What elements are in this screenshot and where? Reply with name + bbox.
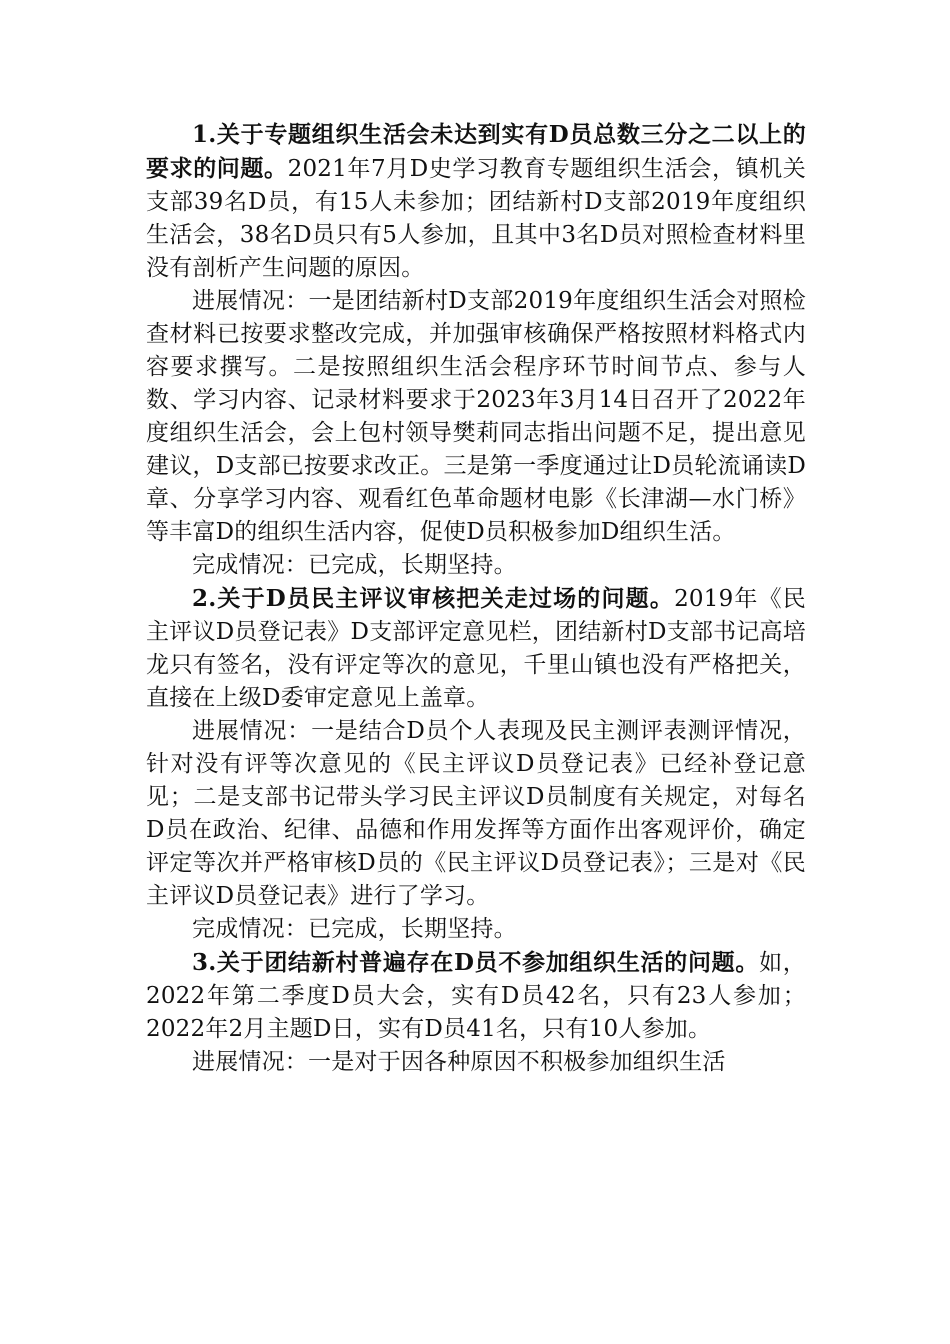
issue-2-completion-text: 完成情况：已完成，长期坚持。	[192, 916, 517, 942]
paragraph-issue-2	[146, 582, 806, 715]
issue-1-completion-text: 完成情况：已完成，长期坚持。	[192, 552, 517, 578]
issue-3-heading: 3.关于团结新村普遍存在D员不参加组织生活的问题。	[192, 949, 760, 976]
issue-3-text: 如，2022年第二季度D员大会，实有D员42名，只有23人参加；2022年2月主题D日，实有D员41名，只有10人参加。	[146, 950, 806, 1042]
issue-2-text: 2019年《民主评议D员登记表》D支部评定意见栏，团结新村D支部书记高培龙只有签名，没有评定等次的意见，千里山镇也没有严格把关，直接在上级D委审定意见上盖章。	[146, 586, 806, 711]
paragraph-issue-1-completion	[146, 549, 806, 582]
paragraph-issue-3-progress	[146, 1046, 806, 1079]
paragraph-issue-2-progress	[146, 715, 806, 913]
issue-2-heading: 2.关于D员民主评议审核把关走过场的问题。	[192, 585, 675, 612]
issue-1-text: 2021年7月D史学习教育专题组织生活会，镇机关支部39名D员，有15人未参加；团结新村D支部2019年度组织生活会，38名D员只有5人参加，且其中3名D员对照检查材料里没有剖析产生问题的原因。	[146, 156, 806, 281]
paragraph-issue-1	[146, 118, 806, 285]
issue-2-progress-text: 进展情况：一是结合D员个人表现及民主测评表测评情况，针对没有评等次意见的《民主评议D员登记表》已经补登记意见；二是支部书记带头学习民主评议D员制度有关规定，对每名D员在政治、纪律、品德和作用发挥等方面作出客观评价，确定评定等次并严格审核D员的《民主评议D员登记表》；三是对《民主评议D员登记表》进行了学习。	[146, 718, 806, 909]
issue-1-heading: 1.关于专题组织生活会未达到实有D员总数三分之二以上的要求的问题。	[146, 121, 806, 182]
paragraph-issue-2-completion	[146, 913, 806, 946]
issue-1-progress-text: 进展情况：一是团结新村D支部2019年度组织生活会对照检查材料已按要求整改完成，并加强审核确保严格按照材料格式内容要求撰写。二是按照组织生活会程序环节时间节点、参与人数、学习内容、记录材料要求于2023年3月14日召开了2022年度组织生活会，会上包村领导樊莉同志指出问题不足，提出意见建议，D支部已按要求改正。三是第一季度通过让D员轮流诵读D章、分享学习内容、观看红色革命题材电影《长津湖—水门桥》等丰富D的组织生活内容，促使D员积极参加D组织生活。	[146, 288, 806, 545]
issue-3-progress-text: 进展情况：一是对于因各种原因不积极参加组织生活	[192, 1049, 726, 1075]
document-body	[146, 118, 806, 1079]
paragraph-issue-1-progress	[146, 285, 806, 549]
paragraph-issue-3	[146, 946, 806, 1046]
